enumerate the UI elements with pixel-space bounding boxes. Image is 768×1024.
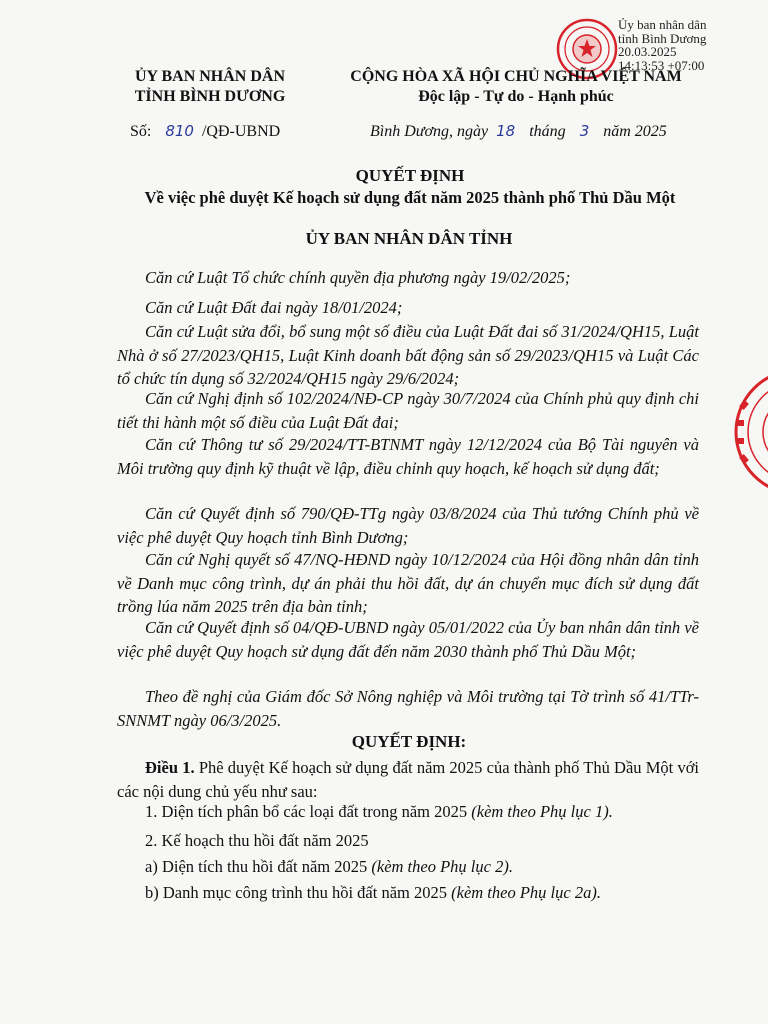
item-2-text: 2. Kế hoạch thu hồi đất năm 2025	[145, 831, 369, 850]
basis-5	[117, 433, 699, 480]
signature-line-4: 14:13:53 +07:00	[618, 57, 705, 73]
nation-line-2: Độc lập - Tự do - Hạnh phúc	[418, 88, 614, 105]
article-1-text: Phê duyệt Kế hoạch sử dụng đất năm 2025 của thành phố Thủ Dầu Một với các nội dung chủ yếu như sau:	[117, 758, 700, 801]
basis-2-text: Căn cứ Luật Đất đai ngày 18/01/2024;	[145, 298, 403, 317]
issuing-agency	[112, 67, 308, 107]
handwritten-day: 18	[496, 122, 516, 140]
document-number	[130, 122, 280, 141]
digital-signature	[618, 18, 706, 72]
basis-7	[117, 548, 699, 619]
basis-3-text: Căn cứ Luật sửa đổi, bổ sung một số điều của Luật Đất đai số 31/2024/QH15, Luật Nhà ở số 27/2023/QH15, Luật Kinh doanh bất động sản số 29/2023/QH15 và Luật Các tổ chức tín dụng số 32/2024/QH15 ngày 29/6/2024;	[117, 322, 699, 388]
basis-3	[117, 320, 699, 391]
place-date-prefix: Bình Dương, ngày	[370, 123, 489, 140]
basis-8-text: Căn cứ Quyết định số 04/QĐ-UBND ngày 05/01/2022 của Ủy ban nhân dân tỉnh về việc phê duyệt Quy hoạch sử dụng đất đến năm 2030 thành phố Thủ Dầu Một;	[117, 618, 699, 661]
authority-heading: ỦY BAN NHÂN DÂN TỈNH	[305, 229, 513, 248]
basis-5-text: Căn cứ Thông tư số 29/2024/TT-BTNMT ngày 12/12/2024 của Bộ Tài nguyên và Môi trường quy định kỹ thuật về lập, điều chỉnh quy hoạch, kế hoạch sử dụng đất;	[117, 435, 699, 478]
article-1-item-1	[145, 802, 613, 822]
item-2b-note: (kèm theo Phụ lục 2a).	[451, 883, 601, 902]
basis-8	[117, 616, 699, 663]
item-2a-note: (kèm theo Phụ lục 2).	[371, 857, 513, 876]
basis-4-text: Căn cứ Nghị định số 102/2024/NĐ-CP ngày 30/7/2024 của Chính phủ quy định chi tiết thi hành một số điều của Luật Đất đai;	[117, 389, 699, 432]
basis-9	[117, 685, 699, 732]
document-subject: Về việc phê duyệt Kế hoạch sử dụng đất năm 2025 thành phố Thủ Dầu Một	[144, 188, 676, 207]
official-stamp	[728, 362, 768, 502]
agency-line-1: ỦY BAN NHÂN DÂN	[134, 68, 286, 85]
number-suffix: /QĐ-UBND	[201, 123, 281, 140]
signature-line-3: 20.03.2025	[618, 44, 677, 59]
article-1-label: Điều 1.	[145, 758, 195, 777]
document-type: QUYẾT ĐỊNH	[355, 166, 465, 185]
basis-6	[117, 502, 699, 549]
basis-6-text: Căn cứ Quyết định số 790/QĐ-TTg ngày 03/8/2024 của Thủ tướng Chính phủ về việc phê duyệt Quy hoạch tỉnh Bình Dương;	[117, 504, 699, 547]
national-motto	[330, 67, 702, 107]
decision-heading: QUYẾT ĐỊNH:	[351, 732, 467, 751]
article-1	[117, 756, 699, 803]
basis-1	[117, 266, 699, 290]
item-1-text: 1. Diện tích phân bổ các loại đất trong năm 2025	[145, 802, 468, 821]
item-1-note: (kèm theo Phụ lục 1).	[471, 802, 613, 821]
item-2b-text: b) Danh mục công trình thu hồi đất năm 2025	[145, 883, 447, 902]
agency-line-2: TỈNH BÌNH DƯƠNG	[134, 88, 286, 105]
place-date	[370, 122, 667, 141]
basis-1-text: Căn cứ Luật Tổ chức chính quyền địa phương ngày 19/02/2025;	[145, 268, 571, 287]
month-label: tháng	[529, 123, 566, 140]
basis-2	[117, 296, 699, 320]
signature-line-2: tỉnh Bình Dương	[618, 30, 707, 46]
article-1-item-2a	[145, 857, 513, 877]
article-1-item-2	[145, 831, 369, 851]
number-prefix: Số:	[130, 123, 152, 140]
handwritten-number: 810	[165, 122, 194, 140]
signature-line-1: Ủy ban nhân dân	[618, 17, 707, 32]
basis-9-text: Theo đề nghị của Giám đốc Sở Nông nghiệp và Môi trường tại Tờ trình số 41/TTr-SNNMT ngày 06/3/2025.	[117, 687, 699, 730]
basis-4	[117, 387, 699, 434]
year-label: năm 2025	[603, 123, 667, 140]
article-1-item-2b	[145, 883, 601, 903]
basis-7-text: Căn cứ Nghị quyết số 47/NQ-HĐND ngày 10/12/2024 của Hội đồng nhân dân tỉnh về Danh mục công trình, dự án phải thu hồi đất, dự án chuyển mục đích sử dụng đất trồng lúa năm 2025 trên địa bàn tỉnh;	[117, 550, 699, 616]
item-2a-text: a) Diện tích thu hồi đất năm 2025	[145, 857, 368, 876]
nation-line-1: CỘNG HÒA XÃ HỘI CHỦ NGHĨA VIỆT NAM	[350, 68, 682, 85]
handwritten-month: 3	[579, 122, 590, 140]
